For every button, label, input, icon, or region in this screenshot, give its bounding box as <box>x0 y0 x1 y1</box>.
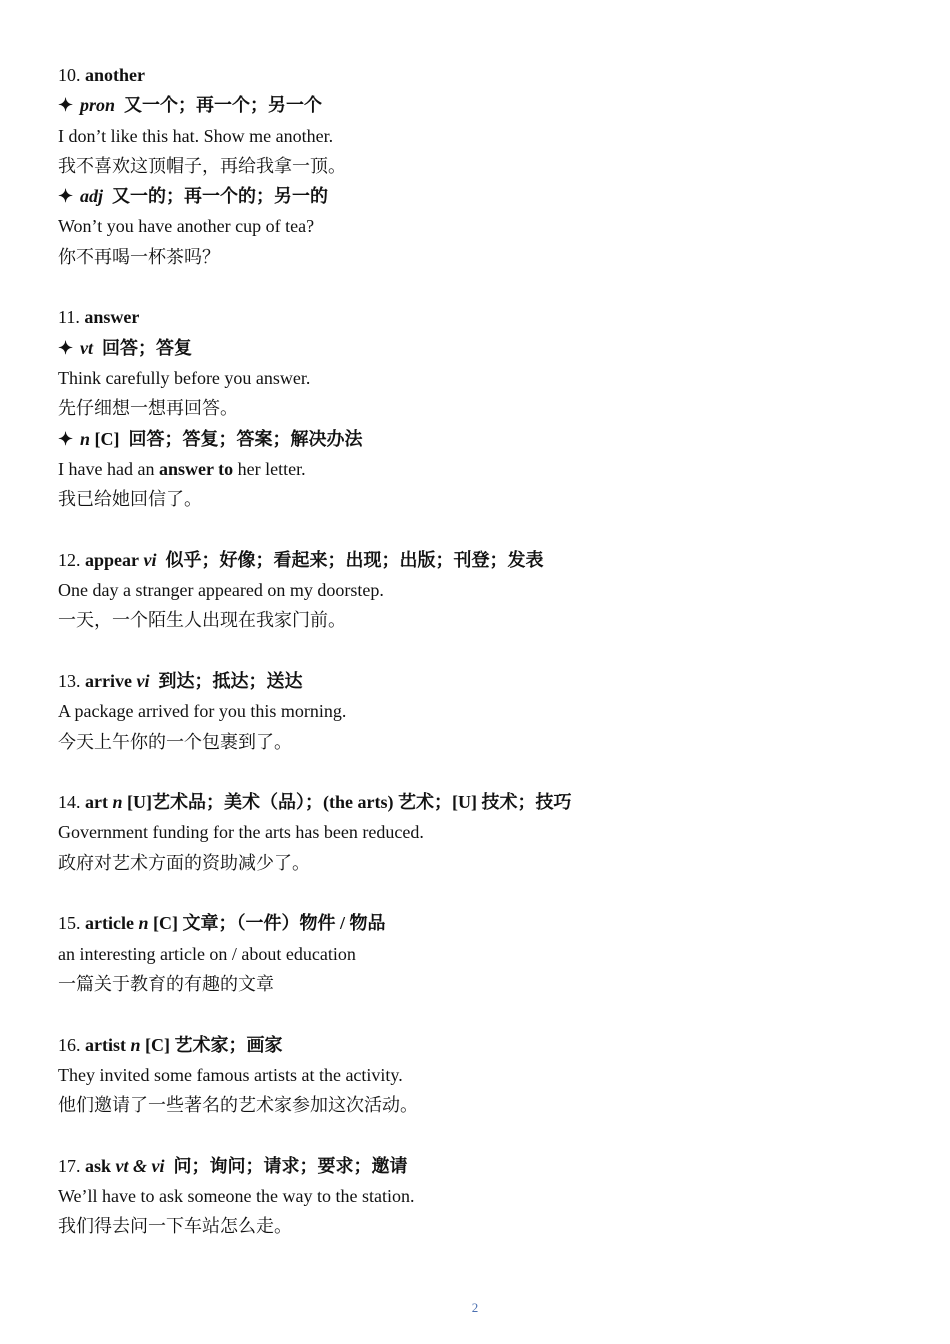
part-of-speech: pron <box>80 95 116 116</box>
headword: arrive <box>85 670 132 691</box>
definition: [C] 文章；（一件）物件 / 物品 <box>152 913 386 934</box>
headword: art <box>85 792 108 813</box>
entry-number: 13. <box>58 670 85 691</box>
entry-heading <box>58 787 898 817</box>
sense-line <box>58 90 898 120</box>
example-translation: 一天，一个陌生人出现在我家门前。 <box>58 610 346 631</box>
example-sentence: We’ll have to ask someone the way to the station. <box>58 1185 415 1206</box>
star-bullet-icon: ✦ <box>58 337 74 358</box>
entry-heading <box>58 1151 898 1181</box>
entry-heading <box>58 908 898 938</box>
part-of-speech: n <box>112 792 123 813</box>
entry-heading <box>58 1030 898 1060</box>
headword: artist <box>85 1034 126 1055</box>
example-translation: 他们邀请了一些著名的艺术家参加这次活动。 <box>58 1095 418 1116</box>
example-sentence: They invited some famous artists at the activity. <box>58 1064 403 1085</box>
example-translation: 我已给她回信了。 <box>58 489 202 510</box>
part-of-speech: n <box>130 1034 141 1055</box>
headword: answer <box>84 307 140 328</box>
entry-heading <box>58 666 898 696</box>
definition: 回答；答复；答案；解决办法 <box>128 428 363 449</box>
grammar-tag: [C] <box>94 428 120 449</box>
entry-number: 16. <box>58 1034 85 1055</box>
definition: 又一个；再一个；另一个 <box>124 95 323 116</box>
part-of-speech: vt <box>80 337 93 358</box>
example-translation: 政府对艺术方面的资助减少了。 <box>58 852 310 873</box>
entry-number: 12. <box>58 549 85 570</box>
part-of-speech: vt & vi <box>115 1155 165 1176</box>
headword: appear <box>85 549 139 570</box>
sense-line <box>58 333 898 363</box>
highlighted-phrase: answer to <box>158 458 234 479</box>
entry-heading <box>58 302 898 332</box>
definition: 到达；抵达；送达 <box>158 670 303 691</box>
part-of-speech: n <box>80 428 91 449</box>
page-number: 2 <box>471 1300 479 1315</box>
definition: [U]艺术品；美术（品）；(the arts) 艺术；[U] 技术；技巧 <box>127 792 572 813</box>
example-translation: 今天上午你的一个包裹到了。 <box>58 731 292 752</box>
entry-heading <box>58 60 898 90</box>
headword: article <box>85 913 134 934</box>
example-sentence: an interesting article on / about education <box>58 943 356 964</box>
part-of-speech: n <box>138 913 149 934</box>
example-sentence: Think carefully before you answer. <box>58 367 311 388</box>
entry-number: 15. <box>58 913 85 934</box>
example-translation: 你不再喝一杯茶吗？ <box>58 246 220 267</box>
star-bullet-icon: ✦ <box>58 95 74 116</box>
definition: 回答；答复 <box>102 337 192 358</box>
sense-line <box>58 424 898 454</box>
sense-line <box>58 181 898 211</box>
headword: ask <box>85 1155 112 1176</box>
vocabulary-page <box>58 60 898 1242</box>
entry-number: 11. <box>58 307 85 328</box>
example-sentence: I don’t like this hat. Show me another. <box>58 125 334 146</box>
definition: [C] 艺术家；画家 <box>145 1034 283 1055</box>
entry-number: 10. <box>58 65 85 85</box>
example-sentence: Government funding for the arts has been reduced. <box>58 822 424 843</box>
part-of-speech: vi <box>143 549 157 570</box>
example-translation: 我不喜欢这顶帽子，再给我拿一顶。 <box>58 155 346 176</box>
example-translation: 我们得去问一下车站怎么走。 <box>58 1216 292 1237</box>
headword: another <box>85 65 145 85</box>
example-sentence: I have had an answer to her letter. <box>58 458 306 479</box>
definition: 似乎；好像；看起来；出现；出版；刊登；发表 <box>165 549 544 570</box>
entry-heading <box>58 545 898 575</box>
example-sentence: Won’t you have another cup of tea? <box>58 216 315 237</box>
definition: 问；询问；请求；要求；邀请 <box>173 1155 408 1176</box>
star-bullet-icon: ✦ <box>58 428 74 449</box>
example-translation: 一篇关于教育的有趣的文章 <box>58 973 274 994</box>
part-of-speech: vi <box>136 670 150 691</box>
star-bullet-icon: ✦ <box>58 186 74 207</box>
definition: 又一的；再一个的；另一的 <box>112 186 329 207</box>
part-of-speech: adj <box>80 186 104 207</box>
example-translation: 先仔细想一想再回答。 <box>58 398 238 419</box>
example-sentence: One day a stranger appeared on my doorstep. <box>58 580 384 601</box>
example-sentence: A package arrived for you this morning. <box>58 701 347 722</box>
entry-number: 14. <box>58 792 85 813</box>
entry-number: 17. <box>58 1155 85 1176</box>
